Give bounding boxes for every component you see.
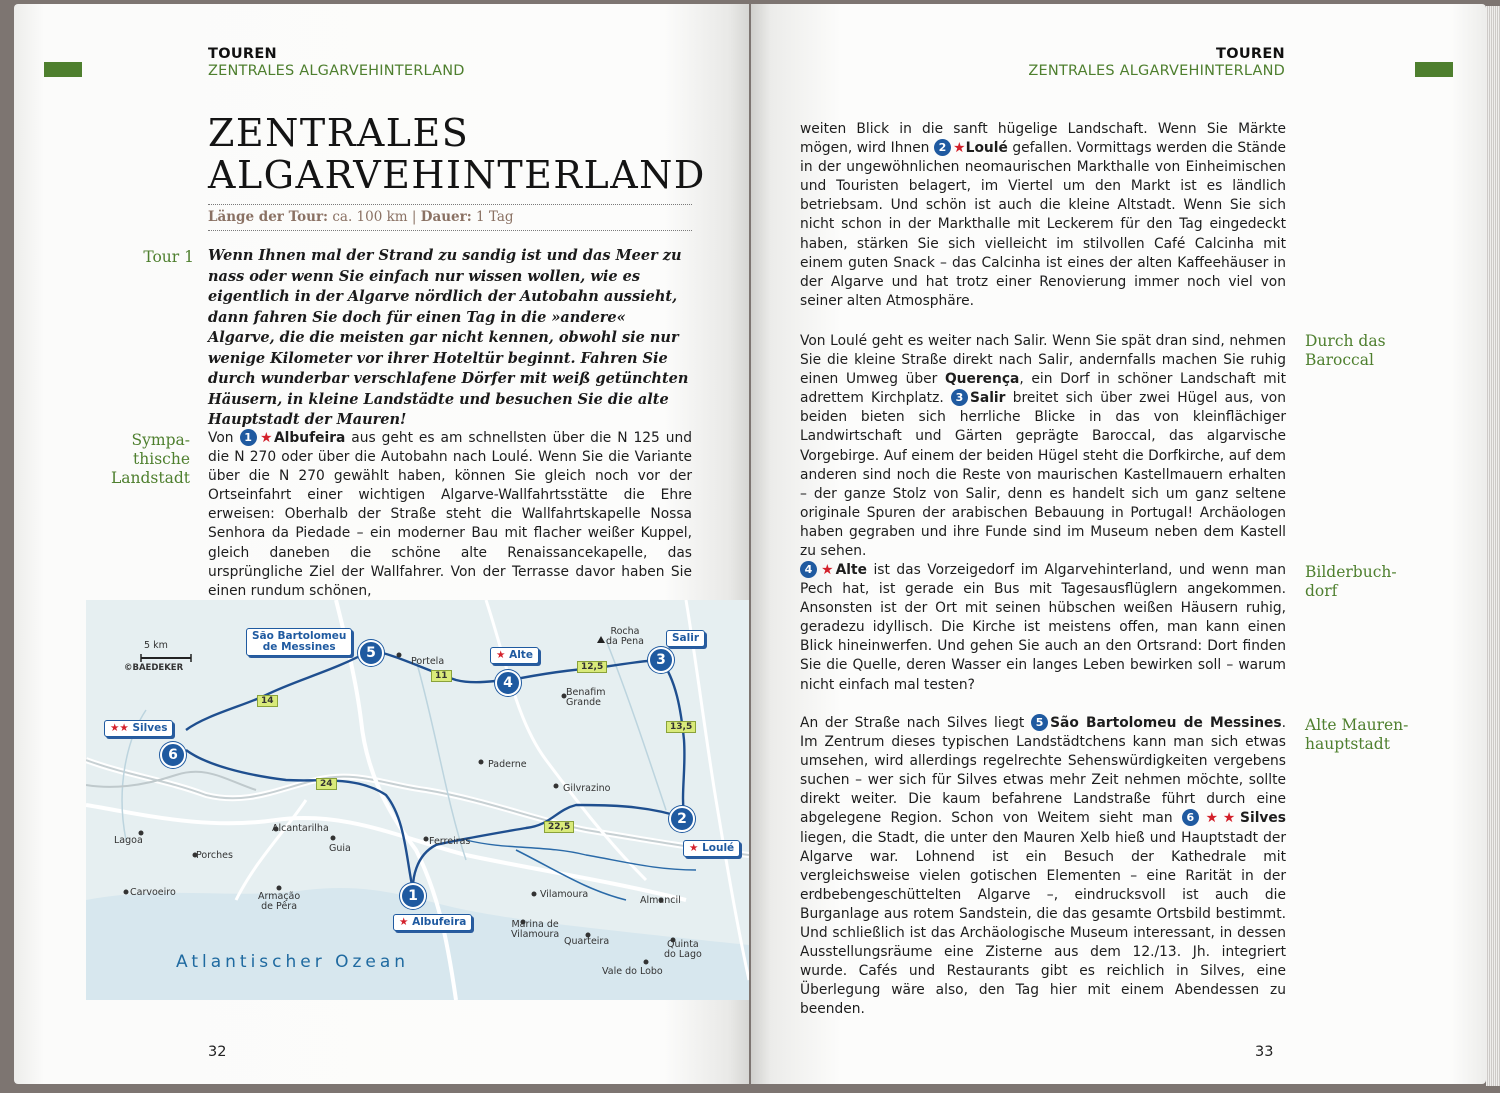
- label: Albufeira: [412, 916, 467, 928]
- margin-note-line: dorf: [1305, 582, 1338, 600]
- label: Marina de: [511, 919, 559, 930]
- star-icon: ★: [399, 916, 409, 928]
- page-title: [208, 112, 706, 196]
- place-name: Querença: [944, 371, 1020, 388]
- stop-number-badge: 1: [240, 429, 257, 446]
- place-label: Portela: [411, 656, 445, 667]
- star-icon: ★: [258, 430, 274, 446]
- running-head-subtitle: ZENTRALES ALGARVEHINTERLAND: [208, 63, 465, 79]
- length-value: ca. 100 km: [332, 209, 408, 225]
- place-label: Vilamoura: [540, 889, 589, 900]
- label: Quinta: [667, 939, 699, 950]
- margin-note-line: hauptstadt: [1305, 735, 1390, 753]
- text: breitet sich über zwei Hügel aus, von beiden bieten sich herrliche Blicke in das von kleinflächiger Landwirtschaft und Gärten geprägte Baroccal, das algarvische Vorgebirge. Auf einem der beiden Hügel steht die Dorfkirche, auf dem anderen sind noch die Reste von maurischen Kastellmauern erhalten – der ganze Stolz von Salir, denn es handelt sich um ganz seltene originale Spuren der arabischen Bebauung in Portugal! Archäologen haben gegraben und ihre Funde sind im Museum neben dem Kastell zu sehen.: [800, 390, 1286, 560]
- body-paragraph: [800, 714, 1286, 1020]
- place-name: Loulé: [965, 140, 1008, 157]
- label: Benafim: [566, 687, 606, 698]
- page-edges: [1486, 6, 1500, 1086]
- margin-note-line: Bilderbuch-: [1305, 563, 1397, 581]
- star-icon: ★★: [110, 722, 129, 734]
- body-paragraph: [208, 429, 692, 601]
- meta-separator: |: [411, 209, 417, 225]
- label: Loulé: [702, 842, 735, 854]
- running-head: [997, 46, 1285, 80]
- label: de Messines: [262, 641, 336, 653]
- place-label: Paderne: [488, 759, 527, 770]
- left-page: [14, 4, 749, 1084]
- margin-note-line: Durch das: [1305, 332, 1386, 350]
- margin-note: [104, 431, 190, 488]
- place-label: Lagoa: [114, 835, 143, 846]
- stop-number-badge: 5: [1031, 714, 1048, 731]
- text: An der Straße nach Silves liegt: [800, 715, 1025, 731]
- margin-note-line: Alte Mauren-: [1305, 716, 1409, 734]
- stop-number-badge: 4: [800, 561, 817, 578]
- margin-note-line: thische: [133, 450, 190, 468]
- duration-value: 1 Tag: [476, 209, 514, 225]
- map-place-salir: [666, 630, 705, 647]
- place-label: Almancil: [640, 895, 681, 906]
- road-km: 12,5: [577, 661, 607, 673]
- place-label: [258, 892, 300, 912]
- star-icon: ★: [952, 140, 966, 157]
- map-place-albufeira: [393, 914, 472, 931]
- divider: [208, 230, 692, 231]
- place-name: Silves: [1240, 810, 1286, 827]
- stop-5: 5: [358, 640, 384, 666]
- place-label: [664, 940, 702, 960]
- duration-label: Dauer:: [420, 209, 472, 225]
- length-label: Länge der Tour:: [208, 209, 329, 225]
- text: . Im Zentrum dieses typischen Landstädtchens kann man sich etwas umsehen, wird allerdings regelrechte Sehenswürdigkeiten vergebens suchen – wer sich für Silves etwas mehr Zeit nehmen möchte, sollte direkt weiter. Die kaum befahrene Landstraße führt durch eine abgelegene Region. Schon von Weitem sieht man: [800, 715, 1286, 827]
- margin-note-line: Baroccal: [1305, 351, 1374, 369]
- road-km: 13,5: [666, 721, 696, 733]
- page-number: 32: [208, 1044, 227, 1060]
- margin-note: [1305, 716, 1425, 754]
- label: São Bartolomeu: [252, 630, 347, 642]
- green-marker: [1415, 62, 1453, 77]
- place-label: Ferreiras: [429, 836, 471, 847]
- text: aus geht es am schnellsten über die N 125 und die N 270 oder über die Autobahn nach Loulé. Wenn Sie die Variante über die N 270 gewählt haben, können Sie gleich noch vor der Ortseinfahrt einer wichtigen Algarve-Wallfahrtsstätte die Ehre erweisen: Oberhalb der Straße steht die Wallfahrtskapelle Nossa Senhora da Piedade – ein moderner Bau mit flacher weißer Kuppel, gleich daneben die schöne alte Renaissancekapelle, das ursprüngliche Ziel der Wallfahrer. Von der Terrasse davor haben Sie einen rundum schönen,: [208, 430, 692, 599]
- intro-text: Wenn Ihnen mal der Strand zu sandig ist und das Meer zu nass oder wenn Sie einfach nur wissen wollen, wie es eigentlich in der Algarve nördlich der Autobahn aussieht, dann fahren Sie doch für einen Tag in die »andere« Algarve, die die meisten gar nicht kennen, obwohl sie nur wenige Kilometer vor ihrer Hoteltür beginnt. Fahren Sie durch wunderbar verschlafene Dörfer mit weiß getünchten Häusern, in kleine Landstädte und besuchen Sie die alte Hauptstadt der Mauren!: [208, 247, 689, 428]
- road-km: 11: [431, 670, 452, 682]
- running-head-subtitle: ZENTRALES ALGARVEHINTERLAND: [1028, 63, 1285, 79]
- place-label: Guia: [329, 843, 351, 854]
- road-km: 14: [257, 695, 278, 707]
- copyright: ©BAEDEKER: [124, 663, 184, 673]
- label: da Pena: [606, 636, 644, 647]
- place-name: Alte: [835, 562, 867, 578]
- place-name: Albufeira: [274, 430, 346, 446]
- map-place-loule: [683, 840, 740, 857]
- margin-note: [1305, 563, 1425, 601]
- margin-note: [1305, 332, 1425, 370]
- label: de Pêra: [261, 901, 298, 912]
- label: Salir: [672, 632, 700, 644]
- label: Grande: [566, 697, 601, 708]
- running-head-title: TOUREN: [1216, 46, 1285, 62]
- stop-6: 6: [160, 742, 186, 768]
- page-number: 33: [1255, 1044, 1274, 1060]
- map-place-sao-bartolomeu: [246, 628, 352, 656]
- place-label: Gilvrazino: [563, 783, 611, 794]
- place-label: Carvoeiro: [130, 887, 176, 898]
- margin-note-line: Sympa-: [131, 431, 190, 449]
- green-marker: [44, 62, 82, 77]
- text: Von: [208, 430, 234, 446]
- text: ist das Vorzeigedorf im Algarvehinterland, und wenn man Pech hat, ist gerade ein Bus mit Tagesausflüglern angekommen. Ansonsten ist der Ort mit seinen hübschen weißen Häusern ruhig, geradezu idyllisch. Die Kirche ist meistens offen, man kann einen Blick hineinwerfen. Und gehen Sie auch an den Ortsrand: Dort finden Sie die Quelle, deren Wasser ein langes Leben bewirken soll – warum nicht einfach mal testen?: [800, 562, 1286, 693]
- label: do Lago: [664, 949, 702, 960]
- place-label: [606, 627, 644, 647]
- tour-label: Tour 1: [143, 248, 194, 266]
- divider: [208, 204, 692, 205]
- road-km: 22,5: [544, 821, 574, 833]
- road-km: 24: [316, 778, 337, 790]
- text: gefallen. Vormittags werden die Stände in der ungewöhnlichen neomaurischen Markthalle von Einheimischen und Touristen belagert, im Viertel um den Markt ist es ländlich betriebsam. Und schön ist auch die kleine Altstadt. Wenn Sie sich nicht schon in der Markthalle mit Leckerem für den Tag eingedeckt haben, stärken Sie sich vielleicht im stilvollen Café Calcinha mit einem guten Snack – das Calcinha ist eines der alten Kaffeehäuser in der Algarve und hat trotz einer Renovierung immer noch viel von seiner alten Atmosphäre.: [800, 140, 1286, 309]
- stop-4: 4: [495, 670, 521, 696]
- map-place-alte: [490, 647, 539, 664]
- margin-note-line: Landstadt: [110, 469, 190, 487]
- label: Silves: [132, 722, 168, 734]
- place-label: [566, 688, 605, 708]
- running-head: [208, 46, 465, 80]
- stop-number-badge: 3: [951, 389, 968, 406]
- text: liegen, die Stadt, die unter den Mauren Xelb hieß und Hauptstadt der Algarve war. Lohnend ist ein Besuch der Kathedrale mit vergleichsweise vielen gotischen Elementen – eine Rarität in der erdbebengeschüttelten Algarve –, eindrucksvoll ist auch die Burganlage aus rotem Sandstein, die das gesamte Ortsbild bestimmt. Und schließlich ist das Archäologische Museum interessant, in dessen Ausstellungsräume eine Zisterne aus dem 12./13. Jh. integriert wurde. Cafés und Restaurants gibt es reichlich in Silves, eine Überlegung wäre also, den Tag hier mit einem Abendessen zu beenden.: [800, 829, 1286, 1018]
- place-label: Vale do Lobo: [602, 966, 663, 977]
- star-icon: ★: [496, 649, 506, 661]
- label: Armação: [258, 891, 301, 902]
- place-label: [511, 920, 559, 940]
- scale-label: 5 km: [144, 640, 168, 651]
- ocean-label: Atlantischer Ozean: [176, 952, 410, 972]
- star-icon: ★★: [1200, 810, 1241, 827]
- tour-map: [86, 600, 749, 1000]
- place-label: Alcantarilha: [272, 823, 329, 834]
- stop-number-badge: 2: [934, 139, 951, 156]
- star-icon: ★: [689, 842, 699, 854]
- title-line-2: ALGARVEHINTERLAND: [208, 153, 706, 197]
- tour-meta: [208, 209, 514, 225]
- place-label: Porches: [196, 850, 233, 861]
- stop-1: 1: [400, 883, 426, 909]
- star-icon: ★: [819, 562, 836, 578]
- label: Rocha: [610, 626, 640, 637]
- place-name: São Bartolomeu de Messines: [1050, 715, 1282, 731]
- body-paragraph: [800, 120, 1286, 311]
- running-head-title: TOUREN: [208, 46, 277, 62]
- stop-number-badge: 6: [1182, 809, 1199, 826]
- place-name: Salir: [969, 390, 1006, 407]
- right-page: [751, 4, 1486, 1084]
- text: weiten Blick in die sanft hügelige Landschaft. Wenn Sie Märkte mögen, wird Ihnen: [800, 121, 1286, 157]
- map-place-silves: [104, 720, 173, 737]
- label: Vilamoura: [511, 929, 560, 940]
- stop-3: 3: [648, 647, 674, 673]
- stop-2: 2: [669, 806, 695, 832]
- body-paragraph: [800, 561, 1286, 695]
- title-line-1: ZENTRALES: [208, 111, 470, 155]
- body-paragraph: [800, 332, 1286, 561]
- text: , ein Dorf in schöner Landschaft mit adrettem Kirchplatz.: [800, 371, 1286, 407]
- label: Alte: [509, 649, 533, 661]
- place-label: Quarteira: [564, 936, 610, 947]
- text: Von Loulé geht es weiter nach Salir. Wenn Sie spät dran sind, nehmen Sie die kleine Straße direkt nach Salir, andernfalls machen Sie ruhig einen Umweg über: [800, 333, 1286, 388]
